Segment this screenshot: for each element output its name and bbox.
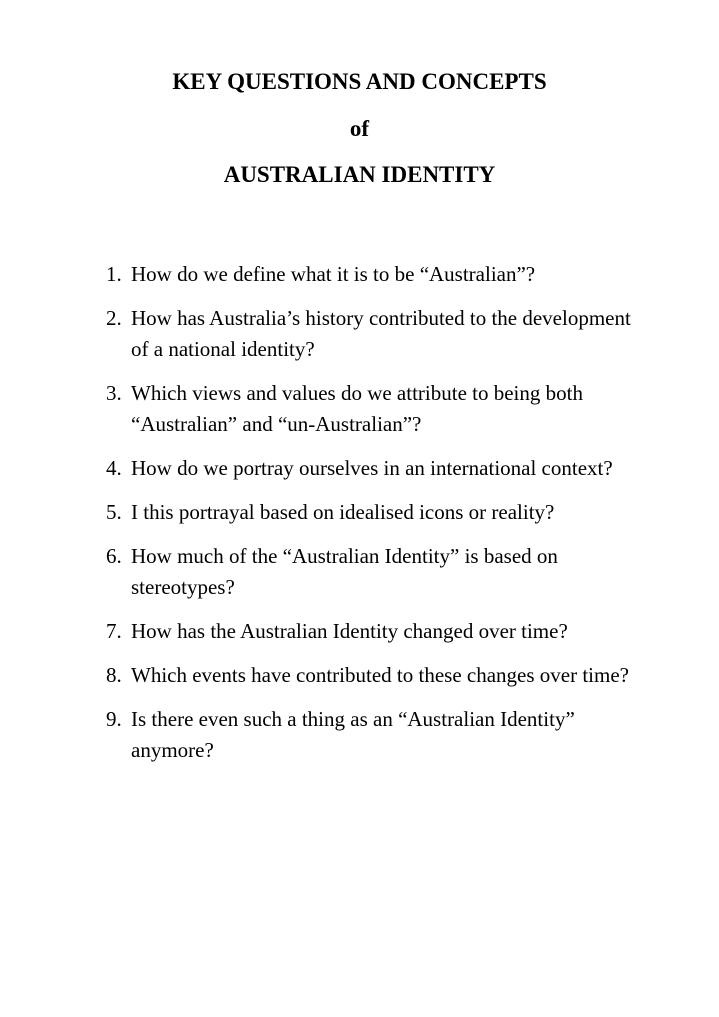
document-title <box>0 70 719 186</box>
question-text: How has Australia’s history contributed to the development of a national identity? <box>131 306 631 361</box>
question-number: 4. <box>106 456 122 480</box>
question-item-6 <box>106 541 636 603</box>
title-line-3: AUSTRALIAN IDENTITY <box>223 162 496 187</box>
question-item-5 <box>106 497 636 528</box>
question-item-3 <box>106 378 636 440</box>
question-text: Which views and values do we attribute to being both “Australian” and “un-Australian”? <box>131 381 583 436</box>
question-item-8 <box>106 660 636 691</box>
question-text: Is there even such a thing as an “Australian Identity” anymore? <box>131 707 575 762</box>
title-line-2: of <box>349 116 370 141</box>
question-item-9 <box>106 704 636 766</box>
question-number: 7. <box>106 619 122 643</box>
question-item-7 <box>106 616 636 647</box>
question-number: 2. <box>106 306 122 330</box>
question-item-2 <box>106 303 636 365</box>
question-item-1 <box>106 259 636 290</box>
question-number: 3. <box>106 381 122 405</box>
question-text: Which events have contributed to these changes over time? <box>131 663 629 687</box>
question-item-4 <box>106 453 636 484</box>
question-text: How has the Australian Identity changed over time? <box>131 619 568 643</box>
question-number: 6. <box>106 544 122 568</box>
question-number: 5. <box>106 500 122 524</box>
title-line-1: KEY QUESTIONS AND CONCEPTS <box>172 69 547 94</box>
question-text: How much of the “Australian Identity” is based on stereotypes? <box>131 544 558 599</box>
question-number: 9. <box>106 707 122 731</box>
question-number: 8. <box>106 663 122 687</box>
question-list <box>106 259 636 779</box>
question-text: How do we define what it is to be “Australian”? <box>131 262 536 286</box>
question-text: I this portrayal based on idealised icons or reality? <box>131 500 555 524</box>
question-text: How do we portray ourselves in an international context? <box>131 456 613 480</box>
question-number: 1. <box>106 262 122 286</box>
